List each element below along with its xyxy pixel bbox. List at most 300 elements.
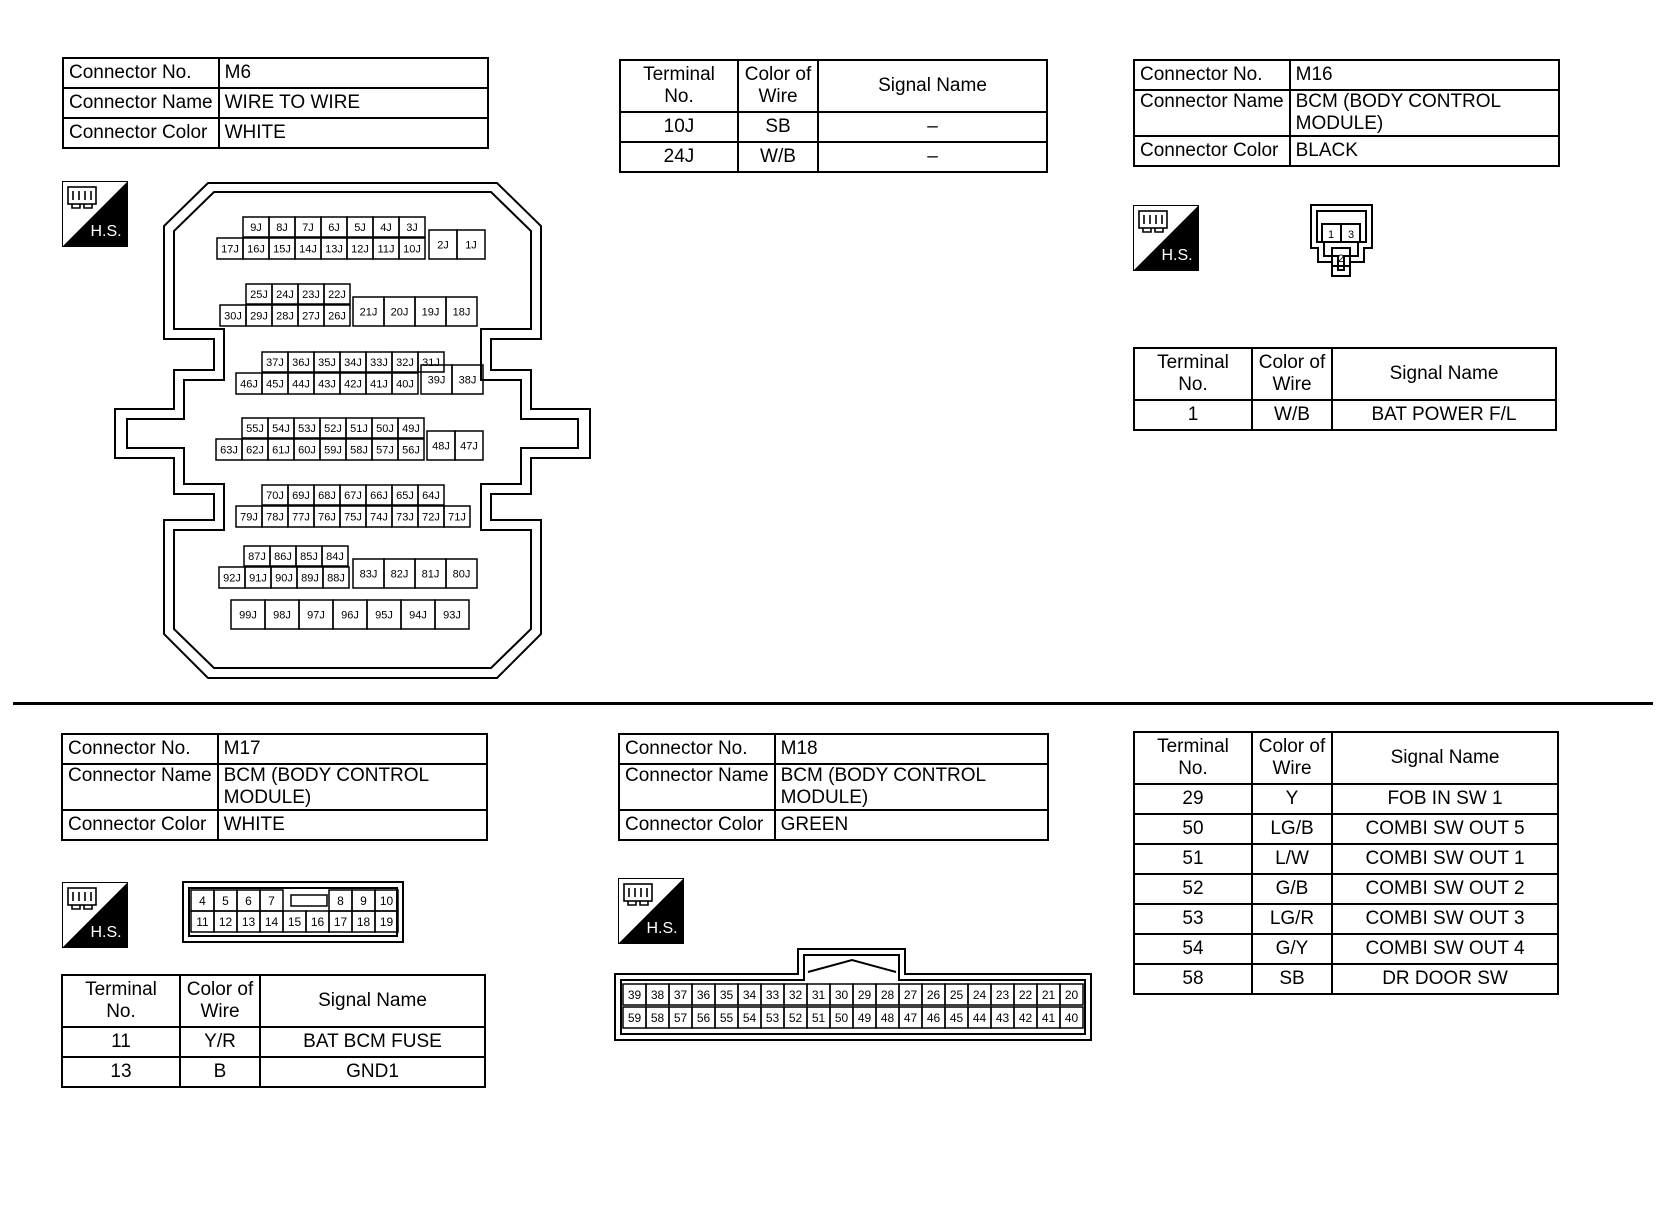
pin-cell: [418, 485, 444, 505]
pin-cell: [306, 911, 329, 932]
pin-label: 29: [857, 987, 872, 1002]
connector-no-value: M18: [775, 734, 1048, 764]
connector-no-value: M16: [1290, 60, 1559, 90]
pin-cell: [262, 352, 288, 372]
pin-cell: [347, 217, 373, 237]
wire-color-cell: Y/R: [180, 1027, 260, 1057]
connector-name-label: Connector Name: [1134, 90, 1290, 136]
pin-cell: [384, 559, 415, 588]
pin-label: 42: [1018, 1010, 1033, 1025]
pin-cell: [761, 984, 784, 1005]
pin-cell: [314, 352, 340, 372]
pin-cell: [237, 911, 260, 932]
pin-label: 66J: [370, 489, 388, 502]
terminal-no-cell: 58: [1134, 964, 1252, 994]
pin-cell: [322, 546, 348, 566]
m17-terminal-table: [61, 974, 486, 1088]
pin-cell: [807, 984, 830, 1005]
pin-cell: [272, 284, 298, 304]
pin-cell: [384, 297, 415, 326]
table-row: [1134, 784, 1558, 814]
pin-label: 88J: [327, 572, 345, 585]
pin-cell: [324, 305, 350, 326]
wire-color-header: Color of Wire: [1252, 348, 1332, 400]
connector-no-label: Connector No.: [62, 734, 218, 764]
pin-label: 69J: [292, 489, 310, 502]
pin-cell: [968, 1007, 991, 1028]
pin-cell: [669, 1007, 692, 1028]
pin-label: 57J: [376, 444, 394, 457]
pin-cell: [246, 284, 272, 304]
pin-label: 81J: [421, 568, 440, 581]
pin-cell: [314, 485, 340, 505]
pin-cell: [298, 305, 324, 326]
pin-label: 5J: [354, 221, 366, 234]
pin-label: 26: [926, 987, 941, 1002]
pin-label: 92J: [223, 572, 241, 585]
pin-label: 9J: [250, 221, 262, 234]
pin-cell: [784, 1007, 807, 1028]
pin-cell: [272, 305, 298, 326]
pin-label: 12: [218, 914, 233, 929]
pin-cell: [830, 984, 853, 1005]
pin-label: 45: [949, 1010, 964, 1025]
pin-label: 34J: [344, 356, 362, 369]
pin-cell: [366, 506, 392, 527]
pin-label: 53: [765, 1010, 780, 1025]
signal-name-header: Signal Name: [818, 60, 1047, 112]
pin-label: 32: [788, 987, 803, 1002]
connector-color-label: Connector Color: [62, 810, 218, 840]
pin-label: 79J: [240, 511, 258, 524]
pin-cell: [876, 1007, 899, 1028]
pin-label: 44J: [292, 378, 310, 391]
table-row: [620, 112, 1047, 142]
m16-pin-1: [1322, 224, 1341, 242]
pin-cell: [1060, 984, 1083, 1005]
pin-label: 20J: [390, 306, 409, 319]
pin-label: 51J: [350, 422, 368, 435]
pin-cell: [269, 238, 295, 259]
pin-cell: [320, 439, 346, 460]
pin-label: 18: [356, 914, 371, 929]
m16-pin-2: [1332, 248, 1350, 266]
pin-cell: [761, 1007, 784, 1028]
connector-name-label: Connector Name: [619, 764, 775, 810]
wire-color-cell: G/Y: [1252, 934, 1332, 964]
pin-cell: [270, 546, 296, 566]
m6-housing-outline: [115, 183, 590, 678]
pin-cell: [268, 418, 294, 438]
pin-label: 41: [1041, 1010, 1056, 1025]
pin-label: 56J: [402, 444, 420, 457]
pin-cell: [271, 567, 297, 588]
pin-cell: [268, 439, 294, 460]
signal-name-header: Signal Name: [1332, 732, 1558, 784]
pin-label: 23J: [302, 288, 320, 301]
terminal-no-cell: 51: [1134, 844, 1252, 874]
pin-label: 73J: [396, 511, 414, 524]
pin-label: 44: [972, 1010, 987, 1025]
pin-label: 71J: [448, 511, 466, 524]
pin-label: 89J: [301, 572, 319, 585]
pin-label: 28J: [276, 310, 294, 323]
pin-cell: [324, 284, 350, 304]
pin-cell: [236, 373, 262, 394]
signal-name-cell: COMBI SW OUT 2: [1332, 874, 1558, 904]
pin-cell: [415, 559, 446, 588]
pin-label: 1J: [465, 239, 477, 252]
pin-cell: [367, 600, 401, 629]
key-slot: [291, 895, 327, 906]
pin-label: 28: [880, 987, 895, 1002]
pin-cell: [320, 418, 346, 438]
pin-cell: [269, 217, 295, 237]
pin-label: 25: [949, 987, 964, 1002]
hs-connector-icon: [62, 181, 128, 247]
signal-name-header: Signal Name: [1332, 348, 1556, 400]
pin-label: 59J: [324, 444, 342, 457]
pin-label: 30: [834, 987, 849, 1002]
pin-cell: [329, 911, 352, 932]
wire-color-cell: L/W: [1252, 844, 1332, 874]
pin-cell: [418, 506, 444, 527]
pin-cell: [297, 567, 323, 588]
pin-label: 85J: [300, 550, 318, 563]
pin-label: 15: [287, 914, 302, 929]
pin-cell: [446, 559, 477, 588]
connector-color-label: Connector Color: [63, 118, 219, 148]
pin-cell: [244, 546, 270, 566]
pin-label: 19J: [421, 306, 440, 319]
pin-cell: [401, 600, 435, 629]
pin-label: 37J: [266, 356, 284, 369]
pin-cell: [646, 984, 669, 1005]
pin-label: 47: [903, 1010, 918, 1025]
section-divider: [13, 702, 1653, 705]
pin-cell: [283, 911, 306, 932]
pin-cell: [340, 506, 366, 527]
connector-name-row: [63, 88, 488, 118]
pin-label: 14J: [299, 243, 317, 256]
signal-name-cell: –: [818, 142, 1047, 172]
pin-label: 90J: [275, 572, 293, 585]
pin-label: 45J: [266, 378, 284, 391]
pin-label: 43J: [318, 378, 336, 391]
m16-connector-info: [1133, 59, 1560, 167]
pin-label: 54: [742, 1010, 757, 1025]
pin-cell: [214, 890, 237, 911]
pin-cell: [415, 297, 446, 326]
table-row: [1134, 904, 1558, 934]
connector-name-label: Connector Name: [63, 88, 219, 118]
signal-name-cell: COMBI SW OUT 4: [1332, 934, 1558, 964]
pin-cell: [452, 365, 483, 394]
pin-label: 27: [903, 987, 918, 1002]
pin-label: 7J: [302, 221, 314, 234]
pin-cell: [231, 600, 265, 629]
pin-label: 87J: [248, 550, 266, 563]
pin-cell: [392, 352, 418, 372]
pin-label: 63J: [220, 444, 238, 457]
pin-cell: [784, 984, 807, 1005]
pin-cell: [299, 600, 333, 629]
signal-name-cell: GND1: [260, 1057, 485, 1087]
pin-label: 95J: [375, 609, 393, 622]
pin-cell: [220, 305, 246, 326]
m6-housing-inner: [127, 192, 578, 668]
hs-connector-icon: [62, 882, 128, 948]
pin-cell: [455, 431, 483, 460]
pin-cell: [876, 984, 899, 1005]
pin-label: 1: [1327, 229, 1335, 241]
pin-label: 26J: [328, 310, 346, 323]
pin-label: 10J: [403, 243, 421, 256]
pin-label: 46: [926, 1010, 941, 1025]
pin-cell: [216, 439, 242, 460]
pin-label: 2J: [437, 239, 449, 252]
pin-label: 3J: [406, 221, 418, 234]
connector-color-row: [63, 118, 488, 148]
pin-cell: [366, 373, 392, 394]
pin-cell: [1014, 984, 1037, 1005]
connector-no-label: Connector No.: [63, 58, 219, 88]
hs-connector-icon: [618, 878, 684, 944]
pin-cell: [260, 890, 283, 911]
wire-color-cell: W/B: [738, 142, 818, 172]
pin-label: 21J: [359, 306, 378, 319]
pin-cell: [262, 485, 288, 505]
pin-cell: [446, 297, 477, 326]
pin-label: 15J: [273, 243, 291, 256]
pin-label: 80J: [452, 568, 471, 581]
pin-cell: [295, 238, 321, 259]
pin-label: 77J: [292, 511, 310, 524]
terminal-no-cell: 13: [62, 1057, 180, 1087]
pin-label: 20: [1064, 987, 1079, 1002]
signal-name-cell: DR DOOR SW: [1332, 964, 1558, 994]
terminal-no-cell: 29: [1134, 784, 1252, 814]
pin-label: 58: [650, 1010, 665, 1025]
pin-label: 75J: [344, 511, 362, 524]
table-header: [1134, 732, 1558, 784]
connector-no-label: Connector No.: [619, 734, 775, 764]
pin-label: 8: [337, 893, 344, 908]
pin-cell: [265, 600, 299, 629]
hs-connector-icon: [1133, 205, 1199, 271]
pin-cell: [899, 984, 922, 1005]
pin-cell: [340, 373, 366, 394]
pin-label: 8J: [276, 221, 288, 234]
pin-label: 23: [995, 987, 1010, 1002]
connector-name-row: [1134, 90, 1559, 136]
m16-terminal-table: [1133, 347, 1557, 431]
pin-cell: [262, 373, 288, 394]
pin-cell: [214, 911, 237, 932]
pin-label: 62J: [246, 444, 264, 457]
pin-cell: [340, 352, 366, 372]
table-header: [1134, 348, 1556, 400]
pin-label: 83J: [359, 568, 378, 581]
pin-cell: [372, 418, 398, 438]
pin-label: 30J: [224, 310, 242, 323]
pin-label: 55J: [246, 422, 264, 435]
wire-color-header: Color of Wire: [738, 60, 818, 112]
pin-cell: [298, 284, 324, 304]
pin-label: 38: [650, 987, 665, 1002]
pin-label: 40: [1064, 1010, 1079, 1025]
m6-connector-info: [62, 57, 489, 149]
connector-no-value: M6: [219, 58, 488, 88]
pin-label: 37: [673, 987, 688, 1002]
pin-label: 22J: [328, 288, 346, 301]
table-row: [62, 1057, 485, 1087]
pin-label: 76J: [318, 511, 336, 524]
pin-cell: [435, 600, 469, 629]
pin-cell: [418, 352, 444, 372]
pin-cell: [1060, 1007, 1083, 1028]
pin-cell: [245, 567, 271, 588]
signal-name-header: Signal Name: [260, 975, 485, 1027]
pin-cell: [945, 984, 968, 1005]
pin-label: 12J: [351, 243, 369, 256]
pin-cell: [922, 984, 945, 1005]
hs-label: H.S.: [90, 924, 122, 941]
pin-label: 11J: [377, 243, 395, 256]
pin-label: 16: [310, 914, 325, 929]
pin-cell: [669, 984, 692, 1005]
wire-color-cell: SB: [738, 112, 818, 142]
table-header: [62, 975, 485, 1027]
pin-label: 84J: [326, 550, 344, 563]
m17-pin-grid: [191, 890, 398, 932]
pin-label: 13J: [325, 243, 343, 256]
pin-label: 41J: [370, 378, 388, 391]
pin-label: 35: [719, 987, 734, 1002]
table-row: [1134, 874, 1558, 904]
pin-label: 86J: [274, 550, 292, 563]
pin-label: 34: [742, 987, 757, 1002]
table-row: [1134, 400, 1556, 430]
pin-cell: [623, 1007, 646, 1028]
table-row: [1134, 844, 1558, 874]
pin-cell: [444, 506, 470, 527]
pin-label: 49: [857, 1010, 872, 1025]
pin-cell: [899, 1007, 922, 1028]
pin-cell: [321, 238, 347, 259]
signal-name-cell: COMBI SW OUT 1: [1332, 844, 1558, 874]
connector-no-value: M17: [218, 734, 487, 764]
signal-name-cell: FOB IN SW 1: [1332, 784, 1558, 814]
connector-name-label: Connector Name: [62, 764, 218, 810]
hs-label: H.S.: [1161, 247, 1193, 264]
pin-label: 4J: [380, 221, 392, 234]
pin-label: 42J: [344, 378, 362, 391]
pin-cell: [398, 439, 424, 460]
pin-label: 31J: [422, 356, 440, 369]
pin-label: 4: [199, 893, 206, 908]
pin-label: 50: [834, 1010, 849, 1025]
pin-cell: [392, 373, 418, 394]
pin-label: 55: [719, 1010, 734, 1025]
hs-label: H.S.: [646, 920, 678, 937]
pin-cell: [340, 485, 366, 505]
pin-label: 29J: [250, 310, 268, 323]
pin-cell: [991, 1007, 1014, 1028]
pin-cell: [427, 431, 455, 460]
m6-pin-grid: [216, 217, 485, 629]
table-header: [620, 60, 1047, 112]
pin-cell: [392, 506, 418, 527]
pin-cell: [288, 506, 314, 527]
pin-cell: [321, 217, 347, 237]
pin-cell: [243, 217, 269, 237]
pin-label: 52: [788, 1010, 803, 1025]
pin-label: 3: [1347, 229, 1355, 241]
pin-label: 13: [241, 914, 256, 929]
connector-color-row: [1134, 136, 1559, 166]
pin-label: 94J: [409, 609, 427, 622]
pin-label: 96J: [341, 609, 359, 622]
pin-label: 19: [379, 914, 394, 929]
connector-no-row: [63, 58, 488, 88]
pin-label: 60J: [298, 444, 316, 457]
connector-no-row: [619, 734, 1048, 764]
pin-label: 5: [222, 893, 229, 908]
pin-cell: [457, 230, 485, 259]
pin-label: 82J: [390, 568, 409, 581]
wire-color-header: Color of Wire: [180, 975, 260, 1027]
pin-cell: [366, 485, 392, 505]
connector-name-value: BCM (BODY CONTROL MODULE): [775, 764, 1048, 810]
pin-cell: [288, 485, 314, 505]
connector-name-row: [62, 764, 487, 810]
pin-label: 74J: [370, 511, 388, 524]
pin-label: 31: [811, 987, 826, 1002]
pin-cell: [375, 911, 398, 932]
connector-color-label: Connector Color: [619, 810, 775, 840]
pin-cell: [398, 418, 424, 438]
pin-cell: [242, 418, 268, 438]
pin-label: 54J: [272, 422, 290, 435]
connector-name-value: BCM (BODY CONTROL MODULE): [218, 764, 487, 810]
pin-label: 64J: [422, 489, 440, 502]
terminal-no-cell: 1: [1134, 400, 1252, 430]
wire-color-cell: W/B: [1252, 400, 1332, 430]
pin-label: 40J: [396, 378, 414, 391]
terminal-no-header: Terminal No.: [620, 60, 738, 112]
table-row: [620, 142, 1047, 172]
pin-label: 49J: [402, 422, 420, 435]
pin-cell: [329, 890, 352, 911]
pin-label: 2: [1337, 253, 1345, 265]
wire-color-cell: Y: [1252, 784, 1332, 814]
connector-color-row: [619, 810, 1048, 840]
pin-label: 53J: [298, 422, 316, 435]
pin-label: 72J: [422, 511, 440, 524]
pin-cell: [346, 418, 372, 438]
pin-label: 6: [245, 893, 252, 908]
pin-cell: [242, 439, 268, 460]
pin-label: 43: [995, 1010, 1010, 1025]
pin-cell: [853, 984, 876, 1005]
pin-cell: [738, 1007, 761, 1028]
pin-label: 27J: [302, 310, 320, 323]
pin-label: 38J: [458, 374, 477, 387]
pin-label: 6J: [328, 221, 340, 234]
pin-label: 33: [765, 987, 780, 1002]
pin-label: 58J: [350, 444, 368, 457]
